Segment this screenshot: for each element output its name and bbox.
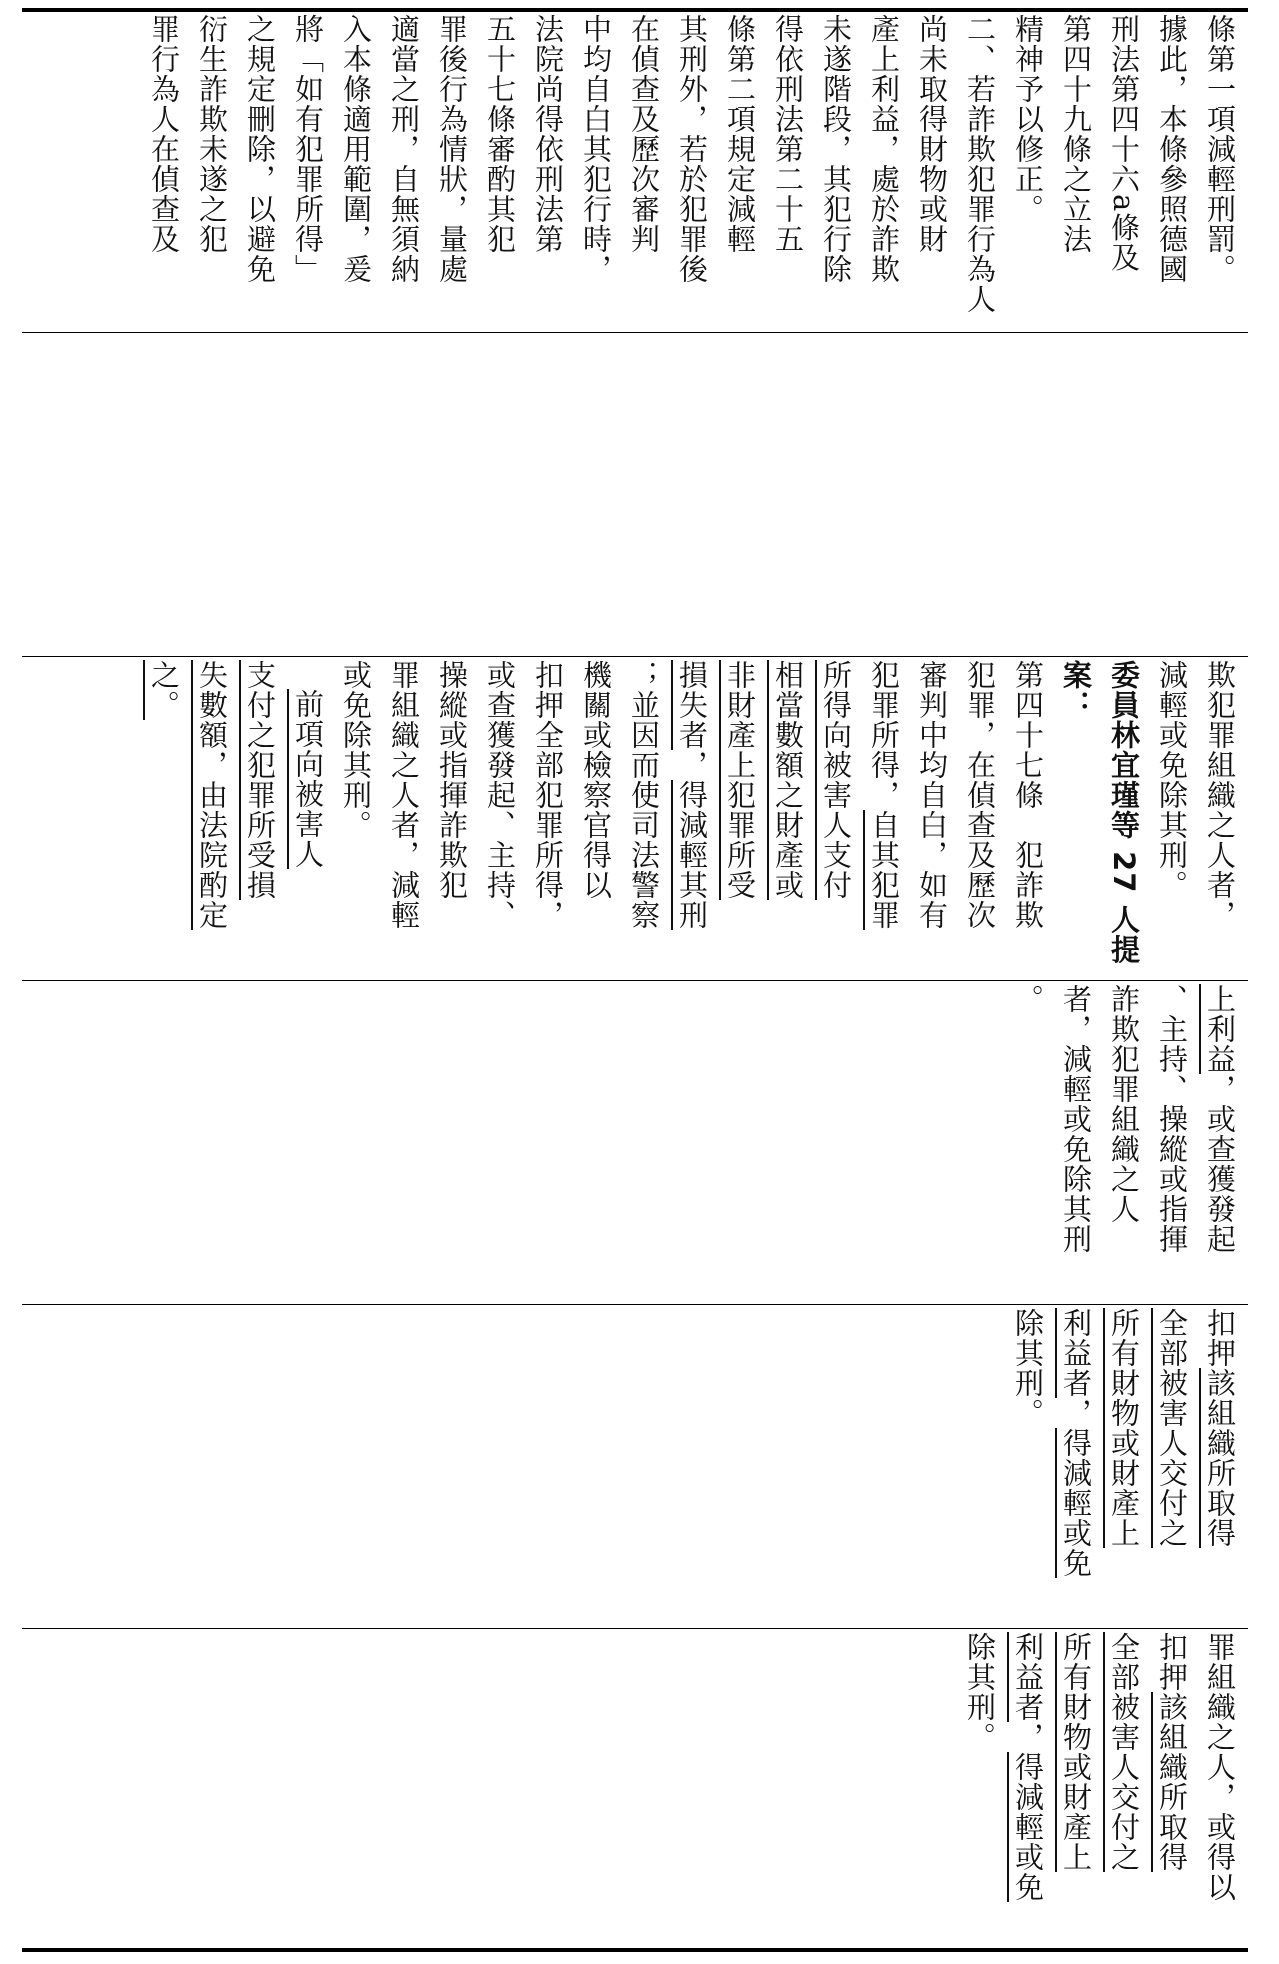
- row-divider: [22, 656, 1248, 657]
- text-run: ，或查獲發起: [1203, 1074, 1237, 1254]
- text-line: [188, 14, 236, 314]
- text-line: [1148, 1632, 1196, 1902]
- text-line: [668, 14, 716, 314]
- text-run: 除其刑。: [1011, 1308, 1045, 1428]
- text-line: [1100, 1308, 1148, 1578]
- text-line: [1148, 660, 1196, 965]
- text-line: [620, 660, 668, 965]
- text-run: 所有財物或財產上: [1107, 1308, 1141, 1548]
- text-run: 全部被害人交付之: [1155, 1308, 1189, 1548]
- text-run: 中均自白其犯行時，: [579, 14, 613, 284]
- text-run: 精神予以修正。: [1011, 14, 1045, 224]
- row-divider: [22, 1304, 1248, 1305]
- text-run: 罪組織之人，或得以: [1203, 1632, 1237, 1902]
- text-run: 扣押: [1203, 1308, 1237, 1368]
- text-run: 非財產上犯罪所受: [723, 660, 757, 900]
- text-line: [332, 660, 380, 965]
- table-bottom-border: [22, 1948, 1248, 1952]
- cell-text: [140, 660, 1244, 965]
- text-run: 衍生詐欺未遂之犯: [195, 14, 229, 254]
- text-line: [908, 14, 956, 314]
- cell-text: [1004, 984, 1244, 1254]
- text-line: [524, 660, 572, 965]
- text-line: [1004, 660, 1052, 965]
- text-run: 除其刑。: [963, 1632, 997, 1752]
- row-divider: [22, 332, 1248, 333]
- text-run: ，: [675, 750, 709, 780]
- text-line: [332, 14, 380, 314]
- text-run: 在偵查及歷次審判: [627, 14, 661, 254]
- table-cell-text-c: [26, 1632, 1244, 1946]
- text-run: 、主持、操縱或指揮: [1155, 984, 1189, 1254]
- text-line: [140, 660, 188, 965]
- text-run: 其刑外，若於犯罪後: [675, 14, 709, 284]
- text-run: 詐欺犯罪組織之人: [1107, 984, 1141, 1224]
- text-run: 損失者: [675, 660, 709, 750]
- text-line: [380, 660, 428, 965]
- text-run: 該組織所取得: [1203, 1368, 1237, 1548]
- text-run: 得減輕其刑: [675, 780, 709, 930]
- text-line: [668, 660, 716, 965]
- text-run: 刑法第四十六a條及: [1107, 14, 1141, 273]
- text-run: 條第二項規定減輕: [723, 14, 757, 254]
- text-line: [428, 14, 476, 314]
- text-run: 扣押: [1155, 1632, 1189, 1692]
- text-line: [764, 14, 812, 314]
- text-run: 罪組織之人者，減輕: [387, 660, 421, 930]
- text-line: [476, 660, 524, 965]
- text-line: [524, 14, 572, 314]
- text-run: 全部被害人交付之: [1107, 1632, 1141, 1872]
- text-line: [716, 14, 764, 314]
- text-line: [812, 14, 860, 314]
- table-cell-text-a: [26, 984, 1244, 1302]
- text-line: [1004, 1632, 1052, 1902]
- text-line: [716, 660, 764, 965]
- text-run: 減輕或免除其刑。: [1155, 660, 1189, 900]
- text-run: 得減輕或免: [1059, 1428, 1093, 1578]
- text-line: [1004, 984, 1052, 1254]
- text-run: 或查獲發起、主持、: [483, 660, 517, 930]
- cell-text: [140, 14, 1244, 314]
- text-run: 適當之刑，自無須納: [387, 14, 421, 284]
- text-line: [236, 660, 284, 965]
- text-run: 利益者: [1011, 1632, 1045, 1722]
- text-run: 利益者: [1059, 1308, 1093, 1398]
- text-line: [1196, 1632, 1244, 1902]
- row-divider: [22, 980, 1248, 981]
- text-run: 操縱或指揮詐欺犯: [435, 660, 469, 900]
- text-line: [1100, 660, 1148, 965]
- text-line: [140, 14, 188, 314]
- text-line: [956, 14, 1004, 314]
- text-run: 或免除其刑。: [339, 660, 373, 840]
- text-line: [380, 14, 428, 314]
- text-run: 案：: [1059, 660, 1093, 720]
- text-run: 未遂階段，其犯行除: [819, 14, 853, 284]
- text-run: 五十七條審酌其犯: [483, 14, 517, 254]
- text-line: [1052, 1632, 1100, 1902]
- cell-text: [1004, 1308, 1244, 1578]
- text-line: [620, 14, 668, 314]
- text-run: ，: [1059, 1398, 1093, 1428]
- text-line: [572, 660, 620, 965]
- table-cell-explanation: [26, 14, 1244, 330]
- text-line: [1004, 14, 1052, 314]
- text-line: [236, 14, 284, 314]
- text-run: 所得向被害人支付: [819, 660, 853, 900]
- text-run: 犯罪，在偵查及歷次: [963, 660, 997, 930]
- text-run: 前項向被害人: [291, 689, 325, 869]
- text-run: 該組織所取得: [1155, 1692, 1189, 1872]
- text-line: [1100, 14, 1148, 314]
- text-line: [956, 660, 1004, 965]
- text-run: 欺犯罪組織之人者，: [1203, 660, 1237, 930]
- text-line: [1052, 14, 1100, 314]
- text-run: ，: [1011, 1722, 1045, 1752]
- text-run: 得依刑法第二十五: [771, 14, 805, 254]
- text-run: 之規定刪除，以避免: [243, 14, 277, 284]
- text-run: 自其犯罪: [867, 810, 901, 930]
- text-run: 機關或檢察官得以: [579, 660, 613, 900]
- text-line: [1004, 1308, 1052, 1578]
- text-run: 。: [1011, 984, 1045, 1014]
- text-run: 委員林宜瑾等 27 人提: [1107, 660, 1141, 965]
- text-line: [1052, 984, 1100, 1254]
- text-line: [284, 660, 332, 965]
- text-run: 尚未取得財物或財: [915, 14, 949, 254]
- text-run: 二、若詐欺犯罪行為人: [963, 14, 997, 314]
- text-run: 之。: [147, 660, 181, 720]
- cell-text: [956, 1632, 1244, 1902]
- table-cell-text-b: [26, 1308, 1244, 1626]
- row-divider: [22, 1628, 1248, 1629]
- text-run: 第四十九條之立法: [1059, 14, 1093, 254]
- text-run: 罪後行為情狀，量處: [435, 14, 469, 284]
- text-run: 支付之犯罪所受損: [243, 660, 277, 900]
- text-run: 得減輕或免: [1011, 1752, 1045, 1902]
- text-run: ；並因而使司法警察: [627, 660, 661, 930]
- table-cell-proposal: [26, 660, 1244, 978]
- text-line: [1100, 1632, 1148, 1902]
- text-run: 相當數額之財產或: [771, 660, 805, 900]
- text-line: [860, 660, 908, 965]
- text-run: 犯罪所得，: [867, 660, 901, 810]
- text-line: [1052, 1308, 1100, 1578]
- text-line: [956, 1632, 1004, 1902]
- text-run: 罪行為人在偵查及: [147, 14, 181, 254]
- text-run: 法院尚得依刑法第: [531, 14, 565, 254]
- text-run: 者，減輕或免除其刑: [1059, 984, 1093, 1254]
- text-line: [1196, 984, 1244, 1254]
- text-line: [1196, 14, 1244, 314]
- text-run: 入本條適用範圍，爰: [339, 14, 373, 284]
- text-run: 審判中均自白，如有: [915, 660, 949, 930]
- text-line: [476, 14, 524, 314]
- text-line: [860, 14, 908, 314]
- text-run: 第四十七條 犯詐欺: [1011, 660, 1045, 930]
- text-line: [1148, 14, 1196, 314]
- text-line: [1148, 984, 1196, 1254]
- text-line: [284, 14, 332, 314]
- text-run: 產上利益，處於詐欺: [867, 14, 901, 284]
- text-run: 據此，本條參照德國: [1155, 14, 1189, 284]
- text-line: [428, 660, 476, 965]
- text-line: [572, 14, 620, 314]
- text-line: [1100, 984, 1148, 1254]
- text-run: 上利益: [1203, 984, 1237, 1074]
- text-line: [1196, 660, 1244, 965]
- text-run: 將「如有犯罪所得」: [291, 14, 325, 284]
- text-run: 條第一項減輕刑罰。: [1203, 14, 1237, 284]
- text-line: [908, 660, 956, 965]
- text-line: [188, 660, 236, 965]
- text-line: [1148, 1308, 1196, 1578]
- text-line: [764, 660, 812, 965]
- table-cell-empty: [26, 334, 1244, 654]
- text-run: 扣押全部犯罪所得，: [531, 660, 565, 930]
- text-line: [812, 660, 860, 965]
- text-line: [1052, 660, 1100, 965]
- text-line: [1196, 1308, 1244, 1578]
- text-run: 所有財物或財產上: [1059, 1632, 1093, 1872]
- text-run: 失數額，由法院酌定: [195, 660, 229, 930]
- table-top-border: [22, 8, 1248, 12]
